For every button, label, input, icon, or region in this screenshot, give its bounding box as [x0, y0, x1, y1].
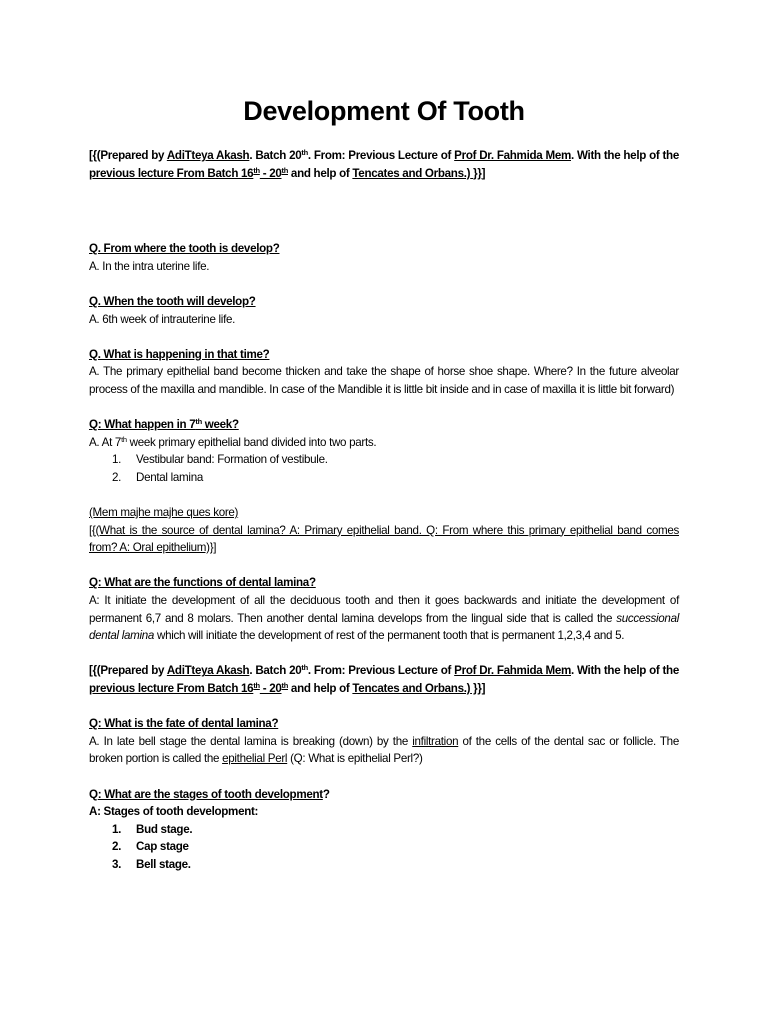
answer-text: A. At 7th week primary epithelial band divided into two parts. [89, 434, 377, 449]
professor-name: Prof Dr. Fahmida Mem [454, 149, 571, 162]
note-bracket: [{(What is the source of dental lamina? A: Primary epithelial band. Q: From where this primary epithelial band comes from? A: Oral epithelium)}] [89, 523, 679, 555]
credit-paragraph: [{(Prepared by AdiTteya Akash. Batch 20th. From: Previous Lecture of Prof Dr. Fahmida Mem. With the help of the previous lecture From Batch 16th - 20th and help of Tencates and Orbans.) }}] [89, 663, 679, 696]
list-item: 1. Vestibular band: Formation of vestibule. [112, 453, 328, 467]
list-item: 2. Dental lamina [112, 470, 203, 484]
answer-text: A: It initiate the development of all the deciduous tooth and then it goes backwards and initiate the development of permanent 6,7 and 8 molars. Then another dental lamina develops from the lingual side that is called the successional dental lamina which will initiate the development of rest of the permanent tooth that is permanent 1,2,3,4 and 5. [89, 594, 679, 643]
italic-term: successional dental lamina [89, 611, 679, 643]
answer-text: A: Stages of tooth development: [89, 805, 259, 819]
author-name: AdiTteya Akash [166, 664, 250, 678]
answer-text: A. The primary epithelial band become thicken and take the shape of horse shoe shape. Where? In the future alveolar process of the maxilla and mandible. In case of the Mandible it is little bit inside and in case of maxilla it is little bit forward) [89, 365, 679, 396]
author-name: AdiTteya Akash [166, 149, 250, 162]
numbered-list [89, 821, 679, 874]
reference-books: Tencates and Orbans.) [352, 682, 471, 696]
document-title: Development Of Tooth [243, 96, 525, 126]
document-body [89, 147, 679, 874]
question-heading: Q: What is the fate of dental lamina? [89, 717, 279, 731]
professor-name: Prof Dr. Fahmida Mem [454, 664, 571, 678]
list-item: 3. Bell stage. [112, 857, 191, 871]
question-heading: Q. From where the tooth is develop? [89, 242, 280, 256]
numbered-list [89, 451, 679, 486]
reference-books: Tencates and Orbans.) [352, 166, 471, 180]
note-line: (Mem majhe majhe ques kore) [89, 506, 239, 520]
credit-paragraph: [{(Prepared by AdiTteya Akash. Batch 20th. From: Previous Lecture of Prof Dr. Fahmida Mem. With the help of the previous lecture From Batch 16th - 20th and help of Tencates and Orbans.) }}] [89, 148, 679, 180]
question-heading: Q: What happen in 7th week? [89, 417, 239, 432]
question-heading: Q: What are the functions of dental lamina? [89, 576, 316, 590]
answer-text: A. 6th week of intrauterine life. [89, 312, 236, 326]
question-heading: Q. What is happening in that time? [89, 347, 270, 361]
question-heading: Q: What are the stages of tooth development? [89, 787, 330, 801]
question-heading: Q. When the tooth will develop? [89, 294, 256, 308]
answer-text: A. In late bell stage the dental lamina is breaking (down) by the infiltration of the cells of the dental sac or follicle. The broken portion is called the epithelial Perl (Q: What is epithelial Perl?) [89, 734, 679, 766]
list-item: 1. Bud stage. [112, 822, 193, 836]
answer-text: A. In the intra uterine life. [89, 259, 210, 273]
list-item: 2. Cap stage [112, 840, 189, 854]
